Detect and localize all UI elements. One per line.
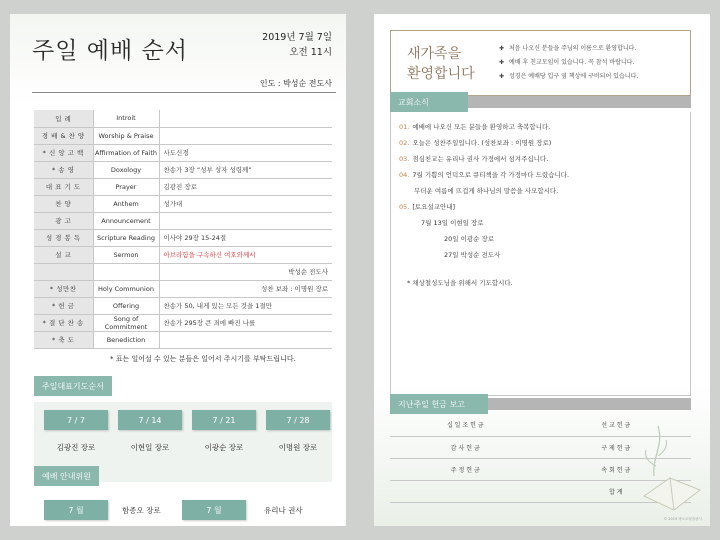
order-item-korean: 대 표 기 도 <box>34 178 93 195</box>
table-row <box>34 195 332 212</box>
offering-label: 지난주일 헌금 보고 <box>390 394 488 414</box>
left-page <box>10 14 346 526</box>
prayer-name: 이현일 장로 <box>130 443 170 452</box>
order-item-content <box>159 127 332 144</box>
order-item-english: Prayer <box>93 178 159 195</box>
order-item-english: Holy Communion <box>93 280 159 297</box>
offering-cell: 합 계 <box>541 480 692 502</box>
usher-name: 유리나 권사 <box>264 506 303 515</box>
order-item-content: 성찬 보좌 : 이명원 장로 <box>159 280 332 297</box>
service-leader: 인도 : 박성순 전도사 <box>259 79 332 88</box>
order-item-korean: 경 배 & 찬 양 <box>34 127 93 144</box>
order-item-english: Song of Commitment <box>93 314 159 331</box>
news-label: 교회소식 <box>390 92 468 112</box>
order-item-english: Worship & Praise <box>93 127 159 144</box>
table-row <box>34 331 332 348</box>
offering-cell: 십 일 조 헌 금 <box>390 414 541 436</box>
order-item-korean: * 송 영 <box>34 161 93 178</box>
table-row <box>34 314 332 331</box>
welcome-item <box>499 70 638 84</box>
prayer-date: 7 / 14 <box>118 410 182 430</box>
table-row <box>34 178 332 195</box>
order-item-english: Affirmation of Faith <box>93 144 159 161</box>
table-row <box>34 297 332 314</box>
book-decoration-icon <box>634 416 704 512</box>
table-row <box>34 280 332 297</box>
prayer-date: 7 / 21 <box>192 410 256 430</box>
right-page <box>374 14 710 526</box>
order-item-content: 박성순 전도사 <box>159 263 332 280</box>
order-item-content: 찬송가 3장 “성부 성자 성령께” <box>159 161 332 178</box>
table-row <box>34 110 332 127</box>
offering-header-bar <box>488 398 691 410</box>
news-item: 02. 오늘은 성찬주일입니다. (성찬보좌 : 이명원 장로) <box>399 139 552 147</box>
welcome-title-line: 환영합니다 <box>407 66 475 82</box>
welcome-list <box>499 42 638 84</box>
cross-icon: ✚ <box>499 73 505 80</box>
welcome-item-text: 처음 나오신 분들을 주님의 이름으로 환영합니다. <box>509 45 637 52</box>
cross-icon: ✚ <box>499 45 505 52</box>
page-title: 주일 예배 순서 <box>32 38 188 64</box>
offering-cell: 선 교 헌 금 <box>541 414 692 436</box>
order-item-english: Introit <box>93 110 159 127</box>
service-date: 2019년 7월 7일 <box>262 32 332 43</box>
prayer-date: 7 / 28 <box>266 410 330 430</box>
order-item-content: 김광진 장로 <box>159 178 332 195</box>
news-item: 무더운 여름에 뜨겁게 하나님의 말씀을 사모합시다. <box>414 187 559 195</box>
usher-month: 7 월 <box>182 500 246 520</box>
welcome-item-text: 예배 후 친교모임이 있습니다. 꼭 참석 바랍니다. <box>509 59 635 66</box>
welcome-item <box>499 56 638 70</box>
order-item-english: Sermon <box>93 246 159 263</box>
offering-cell <box>390 480 541 502</box>
order-item-korean: * 축 도 <box>34 331 93 348</box>
table-row <box>34 212 332 229</box>
order-item-content: 아브라함을 구속하신 여호와께서 <box>159 246 332 263</box>
standing-note: * 표는 일어설 수 있는 분들은 일어서 주시기를 부탁드립니다. <box>110 355 296 363</box>
order-item-content <box>159 331 332 348</box>
prayer-name: 이명원 장로 <box>278 443 318 452</box>
news-item: 04. 7월 기쁨의 언덕으로 큐티책을 각 가정마다 드렸습니다. <box>399 171 570 179</box>
news-item: 20일 이광순 장로 <box>444 235 495 243</box>
news-item: * 채상철성도님을 위해서 기도합시다. <box>407 279 513 287</box>
usher-label: 예배 안내위원 <box>34 466 99 486</box>
order-item-korean: * 헌 금 <box>34 297 93 314</box>
order-item-english: Announcement <box>93 212 159 229</box>
service-datetime <box>262 30 332 60</box>
order-item-korean: 찬 양 <box>34 195 93 212</box>
order-item-content: 찬송가 50, 내게 있는 모든 것을 1절만 <box>159 297 332 314</box>
offering-cell: 구 제 헌 금 <box>541 436 692 458</box>
order-item-korean: 광 고 <box>34 212 93 229</box>
order-item-english <box>93 263 159 280</box>
table-row <box>34 161 332 178</box>
order-item-english: Doxology <box>93 161 159 178</box>
order-item-korean: 성 경 봉 독 <box>34 229 93 246</box>
order-item-content <box>159 110 332 127</box>
cross-icon: ✚ <box>499 59 505 66</box>
welcome-item <box>499 42 638 56</box>
prayer-date: 7 / 7 <box>44 410 108 430</box>
news-box <box>390 112 691 396</box>
table-row <box>34 144 332 161</box>
copyright: © 2019 바오로딸출판사 <box>663 517 702 521</box>
welcome-box <box>390 30 691 96</box>
news-item: 03. 점심친교는 유리나 권사 가정에서 섬겨주십니다. <box>399 155 549 163</box>
order-item-english: Benediction <box>93 331 159 348</box>
order-item-content: 사도신경 <box>159 144 332 161</box>
order-item-korean <box>34 263 93 280</box>
order-item-korean: * 성만찬 <box>34 280 93 297</box>
news-item: 27일 박성순 전도사 <box>444 251 501 259</box>
offering-header <box>390 394 691 414</box>
usher-name: 함종오 장로 <box>122 506 161 515</box>
worship-order-table <box>34 110 332 349</box>
table-row <box>34 229 332 246</box>
order-item-content: 찬송가 295장 큰 죄에 빠진 나를 <box>159 314 332 331</box>
offering-cell: 주 정 헌 금 <box>390 458 541 480</box>
welcome-title <box>407 44 475 84</box>
usher-month: 7 월 <box>44 500 108 520</box>
order-item-english: Offering <box>93 297 159 314</box>
order-item-korean: 입 례 <box>34 110 93 127</box>
welcome-title-line: 새가족을 <box>407 46 462 62</box>
news-header-bar <box>468 96 691 108</box>
news-header <box>390 92 691 112</box>
order-item-korean: * 신 앙 고 백 <box>34 144 93 161</box>
table-row <box>34 263 332 280</box>
order-item-english: Scripture Reading <box>93 229 159 246</box>
prayer-schedule-label: 주일대표기도순서 <box>34 376 112 396</box>
table-row <box>34 246 332 263</box>
order-item-english: Anthem <box>93 195 159 212</box>
welcome-item-text: 성경은 예배당 입구 옆 책상에 구비되어 있습니다. <box>509 73 639 80</box>
news-item: 7월 13일 이현일 장로 <box>421 219 484 227</box>
order-item-content <box>159 212 332 229</box>
news-item: 01. 예배에 나오신 모든 분들을 환영하고 축복합니다. <box>399 123 551 131</box>
order-item-korean: 설 교 <box>34 246 93 263</box>
prayer-name: 이광순 장로 <box>204 443 244 452</box>
order-item-korean: * 결 단 찬 송 <box>34 314 93 331</box>
offering-cell: 속 회 헌 금 <box>541 458 692 480</box>
offering-cell: 감 사 헌 금 <box>390 436 541 458</box>
divider <box>32 92 336 93</box>
order-item-content: 이사야 29장 15-24절 <box>159 229 332 246</box>
table-row <box>34 127 332 144</box>
service-time: 오전 11시 <box>289 47 332 58</box>
prayer-name: 김광진 장로 <box>56 443 96 452</box>
news-item: 05. [토요설교안내] <box>399 203 456 211</box>
order-item-content: 성가대 <box>159 195 332 212</box>
